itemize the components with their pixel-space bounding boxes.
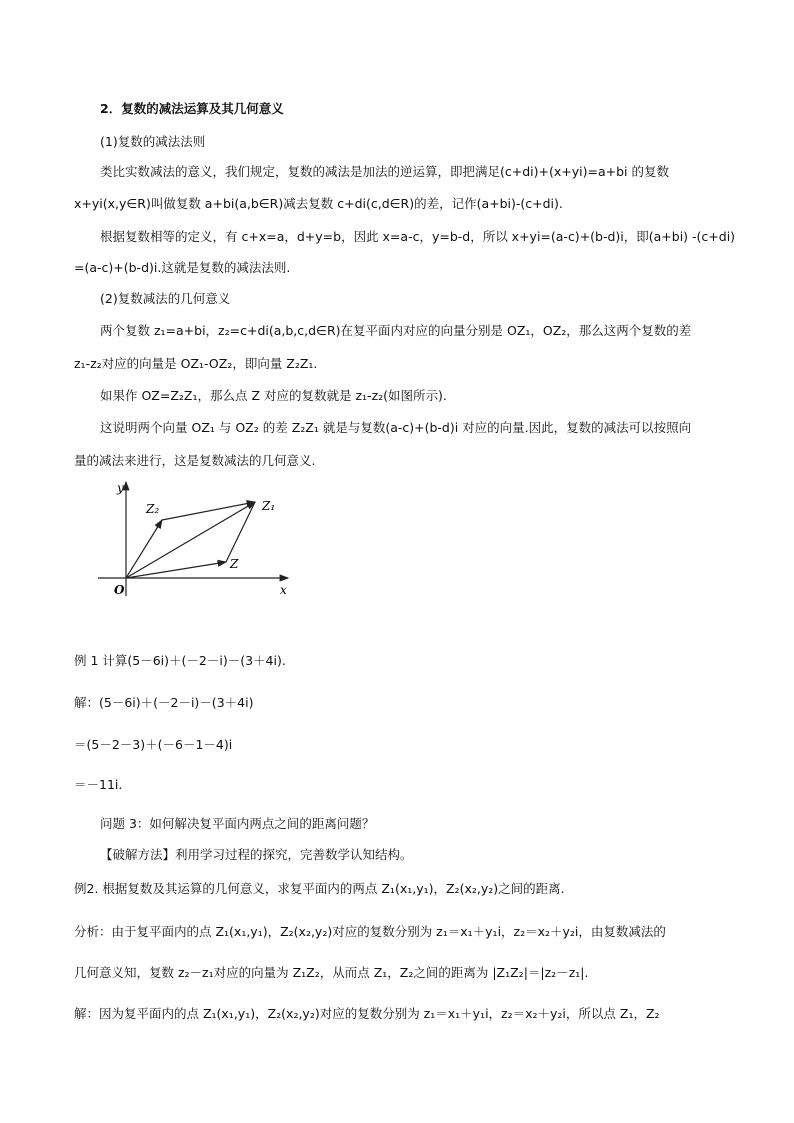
example1-solution-line: ＝(5－2－3)＋(－6－1－4)i [74, 737, 233, 752]
example2-solution-line: 解：因为复平面内的点 Z₁(x₁,y₁)，Z₂(x₂,y₂)对应的复数分别为 z₁＝x₁＋y₁i，z₂＝x₂＋y₂i，所以点 Z₁，Z₂ [74, 1006, 660, 1021]
paragraph-line: 两个复数 z₁=a+bi，z₂=c+di(a,b,c,d∈R)在复平面内对应的向量分别是 OZ₁，OZ₂，那么这两个复数的差 [100, 323, 692, 338]
vector-oz2 [126, 520, 162, 578]
subsection-subtraction-rule: (1)复数的减法法则 [100, 134, 206, 149]
paragraph-line: 这说明两个向量 OZ₁ 与 OZ₂ 的差 Z₂Z₁ 就是与复数(a-c)+(b-d)i 对应的向量.因此，复数的减法可以按照向 [100, 420, 692, 435]
vector-oz [126, 562, 226, 578]
paragraph-line: 根据复数相等的定义，有 c+x=a，d+y=b，因此 x=a-c，y=b-d，所以 x+yi=(a-c)+(b-d)i，即(a+bi) -(c+di) [100, 229, 736, 244]
x-axis-label: x [280, 583, 287, 597]
paragraph-line: 量的减法来进行，这是复数减法的几何意义. [74, 453, 316, 468]
example2-analysis-line: 几何意义知，复数 z₂－z₁对应的向量为 Z₁Z₂，从而点 Z₁，Z₂之间的距离为 |Z₁Z₂|＝|z₂－z₁|. [74, 965, 589, 980]
question3-title: 问题 3：如何解决复平面内两点之间的距离问题？ [100, 816, 375, 831]
subsection-geometric-meaning: (2)复数减法的几何意义 [100, 291, 231, 306]
example1-solution-line: 解：(5－6i)＋(－2－i)－(3＋4i) [74, 695, 254, 710]
z1-label: Z₁ [262, 499, 276, 513]
paragraph-line: x+yi(x,y∈R)叫做复数 a+bi(a,b∈R)减去复数 c+di(c,d∈R)的差，记作(a+bi)-(c+di). [74, 196, 563, 211]
example2-analysis-line: 分析：由于复平面内的点 Z₁(x₁,y₁)，Z₂(x₂,y₂)对应的复数分别为 z₁＝x₁＋y₁i，z₂＝x₂＋y₂i，由复数减法的 [74, 924, 666, 939]
section-heading: 2．复数的减法运算及其几何意义 [100, 101, 284, 116]
example1-solution-line: ＝－11i. [74, 777, 123, 792]
vector-subtraction-figure [90, 476, 300, 602]
example1-statement: 例 1 计算(5－6i)＋(－2－i)－(3＋4i). [74, 653, 286, 668]
paragraph-line: =(a-c)+(b-d)i.这就是复数的减法法则. [74, 260, 291, 275]
example2-statement: 例2. 根据复数及其运算的几何意义，求复平面内的两点 Z₁(x₁,y₁)，Z₂(x₂,y₂)之间的距离. [74, 881, 565, 896]
origin-label: O [114, 583, 125, 597]
vector-z2z1 [162, 502, 255, 520]
question3-method: 【破解方法】利用学习过程的探究，完善数学认知结构。 [100, 847, 413, 862]
z2-label: Z₂ [146, 502, 160, 516]
paragraph-line: 如果作 OZ=Z₂Z₁，那么点 Z 对应的复数就是 z₁-z₂(如图所示). [100, 388, 447, 403]
paragraph-line: z₁-z₂对应的向量是 OZ₁-OZ₂，即向量 Z₂Z₁. [74, 356, 318, 371]
y-axis-label: y [117, 481, 124, 495]
paragraph-line: 类比实数减法的意义，我们规定，复数的减法是加法的逆运算，即把满足(c+di)+(x+yi)=a+bi 的复数 [100, 164, 669, 179]
z-label: Z [230, 557, 239, 571]
